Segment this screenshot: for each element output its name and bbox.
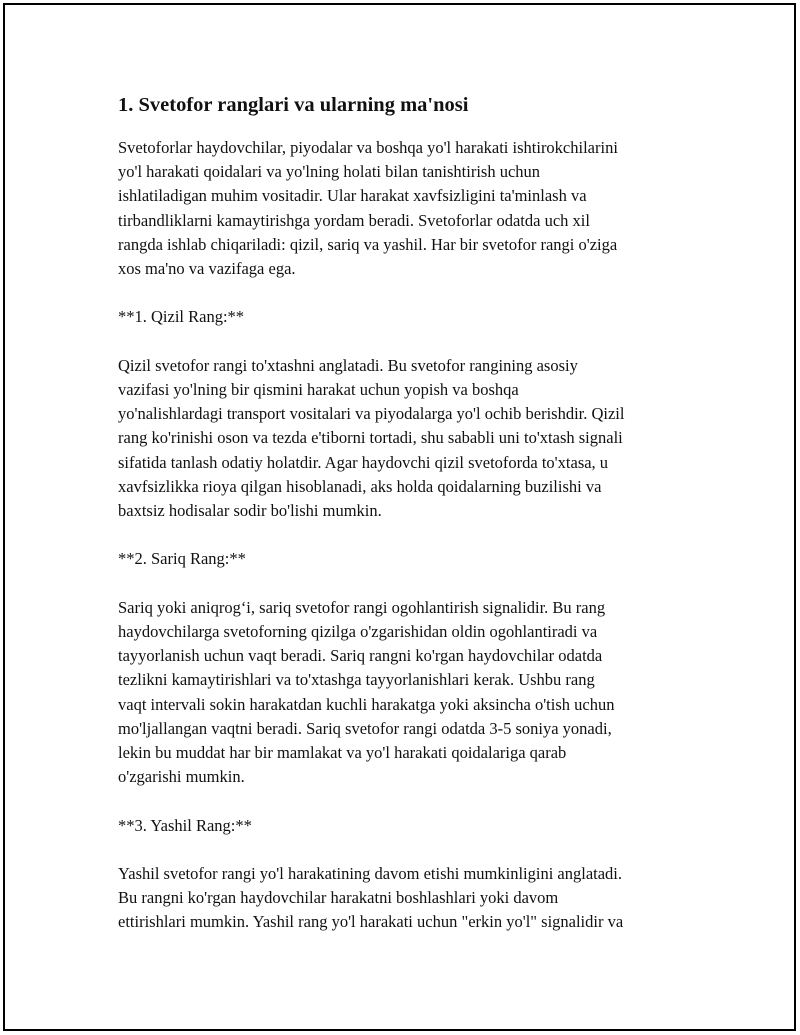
text-line: haydovchilarga svetoforning qizilga o'zgarishidan oldin ogohlantiradi va — [118, 622, 598, 641]
text-line: mo'ljallangan vaqtni beradi. Sariq svetofor rangi odatda 3-5 soniya yonadi, — [118, 718, 612, 738]
document-body — [118, 90, 688, 935]
text-line: vaqt intervali sokin harakatdan kuchli harakatga yoki aksincha o'tish uchun — [118, 694, 615, 714]
paragraph-gap — [118, 523, 688, 547]
paragraph — [118, 596, 688, 790]
text-line: **2. Sariq Rang:** — [118, 549, 246, 569]
text-line: yo'l harakati qoidalari va yo'lning holati bilan tanishtirish uchun — [118, 162, 541, 182]
paragraph-gap — [118, 281, 688, 305]
text-line: Sariq yoki aniqrog‘i, sariq svetofor rangi ogohlantirish signalidir. Bu rang — [118, 597, 606, 617]
text-line: yo'nalishlardagi transport vositalari va piyodalarga yo'l ochib berishdir. Qizil — [118, 404, 625, 424]
paragraph-gap — [118, 838, 688, 862]
paragraph-gap — [118, 330, 688, 354]
text-line: ettirishlari mumkin. Yashil rang yo'l harakati uchun "erkin yo'l" signalidir va — [118, 912, 624, 932]
text-line: sifatida tanlash odatiy holatdir. Agar haydovchi qizil svetoforda to'xtasa, u — [118, 452, 609, 472]
paragraph-gap — [118, 572, 688, 596]
text-line: **1. Qizil Rang:** — [118, 307, 245, 327]
paragraph-gap — [118, 789, 688, 813]
section-heading — [118, 814, 688, 838]
text-line: baxtsiz hodisalar sodir bo'lishi mumkin. — [118, 501, 382, 521]
paragraph — [118, 136, 688, 281]
text-line: rangda ishlab chiqariladi: qizil, sariq va yashil. Har bir svetofor rangi o'ziga — [118, 234, 618, 254]
text-line: xavfsizlikka rioya qilgan hisoblanadi, aks holda qoidalarning buzilishi va — [118, 476, 602, 496]
text-line: tirbandliklarni kamaytirishga yordam beradi. Svetoforlar odatda uch xil — [118, 210, 590, 230]
text-line: o'zgarishi mumkin. — [118, 767, 245, 787]
text-line: Svetoforlar haydovchilar, piyodalar va boshqa yo'l harakati ishtirokchilarini — [118, 138, 618, 157]
document-title: 1. Svetofor ranglari va ularning ma'nosi — [118, 94, 469, 116]
text-line: Qizil svetofor rangi to'xtashni anglatadi. Bu svetofor rangining asosiy — [118, 355, 578, 375]
text-line: tezlikni kamaytirishlari va to'xtashga tayyorlanishlari kerak. Ushbu rang — [118, 670, 595, 690]
text-line: tayyorlanish uchun vaqt beradi. Sariq rangni ko'rgan haydovchilar odatda — [118, 646, 603, 666]
section-heading — [118, 547, 688, 571]
text-line: Bu rangni ko'rgan haydovchilar harakatni boshlashlari yoki davom — [118, 888, 559, 908]
text-line: vazifasi yo'lning bir qismini harakat uchun yopish va boshqa — [118, 380, 519, 399]
text-line: **3. Yashil Rang:** — [118, 815, 252, 835]
paragraph — [118, 862, 688, 935]
paragraph — [118, 354, 688, 523]
text-line: rang ko'rinishi oson va tezda e'tiborni tortadi, shu sababli uni to'xtash signali — [118, 428, 623, 448]
text-line: Yashil svetofor rangi yo'l harakatining davom etishi mumkinligini anglatadi. — [118, 864, 623, 883]
paragraph-container — [118, 136, 688, 935]
text-line: xos ma'no va vazifaga ega. — [118, 259, 296, 279]
text-line: ishlatiladigan muhim vositadir. Ular harakat xavfsizligini ta'minlash va — [118, 186, 587, 206]
section-heading — [118, 305, 688, 329]
text-line: lekin bu muddat har bir mamlakat va yo'l harakati qoidalariga qarab — [118, 743, 567, 763]
